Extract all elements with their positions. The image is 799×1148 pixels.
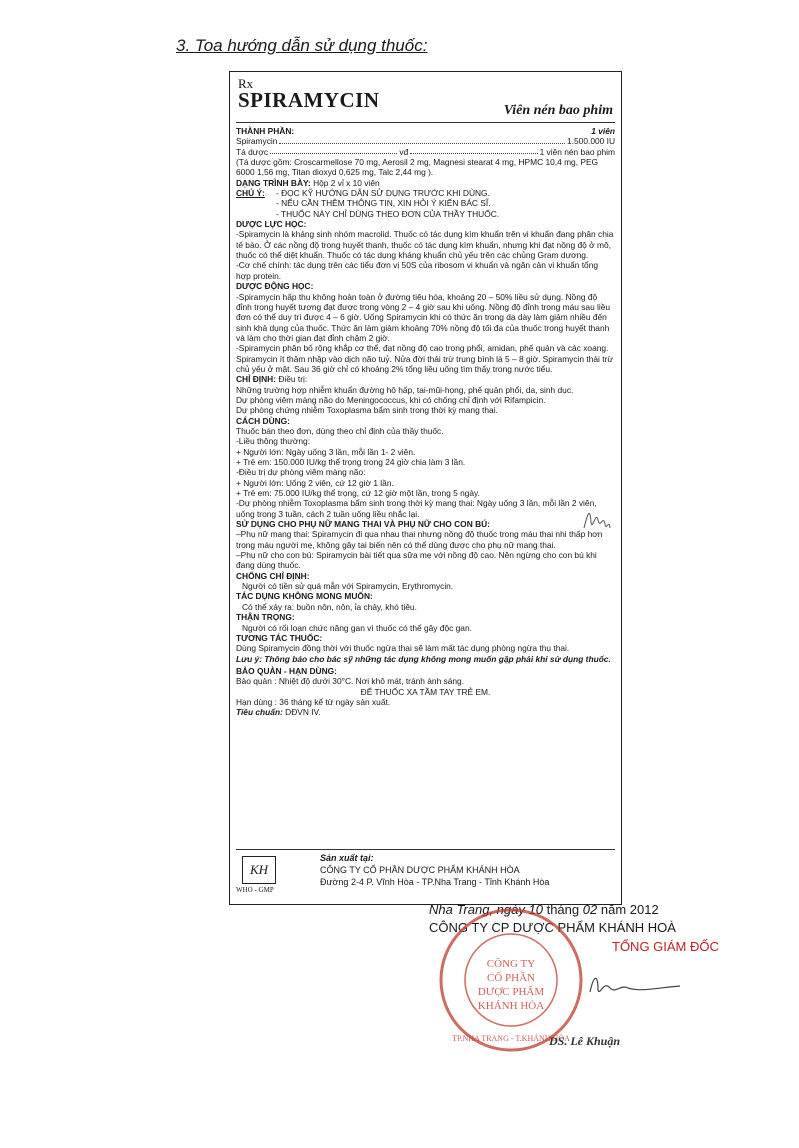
svg-text:CÔNG TY: CÔNG TY <box>486 958 536 970</box>
note-label: CHÚ Ý: <box>236 188 265 199</box>
storage-title: BẢO QUẢN - HẠN DÙNG: <box>236 665 337 676</box>
dosage-line: + Người lớn: Ngày uống 3 lần, mỗi lần 1- 2 viên. <box>236 446 416 457</box>
presentation-value: Hộp 2 vỉ x 10 viên <box>313 177 380 188</box>
dosage-line: -Liều thông thường: <box>236 436 310 447</box>
standard <box>236 707 615 717</box>
manufacturer-block <box>236 849 615 900</box>
svg-text:DƯỢC PHẨM: DƯỢC PHẨM <box>477 986 545 998</box>
excipient-vd: vđ <box>399 146 409 157</box>
date-year: năm 2012 <box>600 902 659 917</box>
pregnancy-title: SỬ DỤNG CHO PHỤ NỮ MANG THAI VÀ PHỤ NỮ CHO CON BÚ: <box>236 519 490 530</box>
interaction-text: Dùng Spiramycin đồng thời với thuốc ngừa thai sẽ làm mất tác dụng phòng ngừa thụ thai. <box>236 643 570 654</box>
note-item: - ĐỌC KỸ HƯỚNG DẪN SỬ DỤNG TRƯỚC KHI DÙNG. <box>276 188 490 199</box>
company-seal-stamp <box>436 905 586 1055</box>
kh-logo-icon: KH <box>242 856 276 884</box>
date-month: 02 <box>582 902 598 917</box>
indication-item: Dự phòng chứng nhiễm Toxoplasma bẩm sinh trong thời kỳ mang thai. <box>236 405 498 416</box>
pharmacodynamics-para: -Spiramycin là kháng sinh nhóm macrolid. Thuốc có tác dụng kìm khuẩn trên vi khuẩn đang phân chia tế bào. Ở các nồng độ trong huyết thanh, thuốc có tác dụng kìm khuẩn, nhưng khi đạt nồng độ ở mô, thuốc có thể diệt khuẩn. Thuốc có tác dụng kháng khuẩn chủ yếu trên các chủng Gram dương. <box>236 229 614 261</box>
manufacturer-text <box>320 852 549 888</box>
handwritten-initials <box>578 498 614 546</box>
dosage-form: Viên nén bao phim <box>503 103 613 118</box>
brand-name: SPIRAMYCIN <box>238 88 380 112</box>
contra-text: Người có tiền sử quá mẫn với Spiramycin, Erythromycin. <box>242 581 454 592</box>
shelf-life: Hạn dùng : 36 tháng kể từ ngày sản xuất. <box>236 696 391 707</box>
made-at: Sản xuất tại: <box>320 853 374 863</box>
place-label: Nha Trang, ngày <box>429 902 525 917</box>
note-item: - THUỐC NÀY CHỈ DÙNG THEO ĐƠN CỦA THẦY THUỐC. <box>276 208 500 219</box>
excipient-row <box>236 147 615 157</box>
date-day: 10 <box>528 902 543 917</box>
excipient-detail: (Tá dược gồm: Croscarmellose 70 mg, Aerosil 2 mg, Magnesi stearat 4 mg, HPMC 10,4 mg, PEG 6000 1,56 mg, Titan dioxyd 0,625 mg, Talc 2,44 mg ). <box>236 157 599 178</box>
storage-text: Bảo quản : Nhiệt độ dưới 30°C. Nơi khô mát, tránh ánh sáng. <box>236 676 465 687</box>
insert-body <box>236 126 615 718</box>
director-title: TỔNG GIÁM ĐỐC <box>612 939 719 954</box>
excipient-label: Tá dược <box>236 146 269 157</box>
pregnancy-para: –Phụ nữ mang thai: Spiramycin đi qua nhau thai nhưng nồng độ thuốc trong máu thai nhi thấp hơn trong máu người mẹ, không gây tai biến nên có thể dùng được cho phụ nữ mang thai. <box>236 529 603 550</box>
leader-dots <box>279 136 565 143</box>
standard-value: DĐVN IV. <box>285 707 321 718</box>
active-ingredient-row <box>236 136 615 146</box>
dosage-line: + Người lớn: Uống 2 viên, cứ 12 giờ 1 lần. <box>236 477 394 488</box>
manufacturer-company: CÔNG TY CỔ PHẦN DƯỢC PHẨM KHÁNH HÒA <box>320 865 520 875</box>
pharmacodynamics-title: DƯỢC LỰC HỌC: <box>236 219 307 230</box>
interaction-title: TƯƠNG TÁC THUỐC: <box>236 632 323 643</box>
composition-header <box>236 126 615 136</box>
contra-title: CHỐNG CHỈ ĐỊNH: <box>236 570 310 581</box>
svg-text:CỔ PHẦN: CỔ PHẦN <box>487 972 535 984</box>
rx-mark: Rx <box>238 76 254 91</box>
active-amount: 1.500.000 IU <box>567 136 615 147</box>
pharmacodynamics-para: -Cơ chế chính: tác dụng trên các tiểu đơn vị 50S của ribosom vi khuẩn và ngăn cản vi khuẩn tổng hợp protein. <box>236 260 599 281</box>
divider <box>236 122 615 123</box>
dosage-line: Thuốc bán theo đơn, dùng theo chỉ định của thầy thuốc. <box>236 425 444 436</box>
leader-dots <box>410 147 537 154</box>
dosage-title: CÁCH DÙNG: <box>236 415 290 426</box>
composition-title: THÀNH PHẦN: <box>236 126 295 136</box>
signer-name: DS. Lê Khuận <box>549 1034 621 1048</box>
pharmacokinetics-title: DƯỢC ĐỘNG HỌC: <box>236 281 314 292</box>
indication-title: CHỈ ĐỊNH: <box>236 374 277 385</box>
pharmacokinetics-para: -Spiramycin phân bố rộng khắp cơ thể, đạt nồng độ cao trong phổi, amidan, phế quản và các xoang. Spiramycin ít thâm nhập vào dịch não tuỷ. Nửa đời thải trừ trung bình là 5 – 8 giờ. Spiramycin thải trừ chủ yếu ở mật. Sau 36 giờ chỉ có khoảng 2% tổng liều uống tìm thấy trong nước tiểu. <box>236 343 613 374</box>
presentation-label: DẠNG TRÌNH BÀY: <box>236 177 311 188</box>
director-signature <box>586 970 682 1000</box>
excipient-amount: 1 viên nén bao phim <box>539 146 615 157</box>
dosage-line: -Điều trị dự phòng viêm màng não: <box>236 467 366 478</box>
note-list <box>276 188 499 219</box>
indication-item: Dự phòng viêm màng não do Meningococcus, khi có chống chỉ định với Rifampicin. <box>236 394 546 405</box>
standard-label: Tiêu chuẩn: <box>236 707 283 718</box>
note-block <box>236 188 615 219</box>
manufacturer-address: Đường 2-4 P. Vĩnh Hòa - TP.Nha Trang - Tỉnh Khánh Hòa <box>320 877 550 887</box>
active-name: Spiramycin <box>236 136 278 147</box>
pharmacokinetics-para: -Spiramycin hấp thu không hoàn toàn ở đường tiêu hóa, khoảng 20 – 50% liều sử dụng. Nồng độ đỉnh trong huyết tương đạt được trong vòng 2 – 4 giờ sau khi uống. Nồng độ đỉnh trong máu sau liều đơn có thể duy trì được 4 – 6 giờ. Uống Spiramycin khi có thức ăn trong dạ dày làm giảm nhiều đến sinh khả dụng của thuốc. Thức ăn làm giảm khoảng 70% nồng độ tối đa của thuốc trong huyết thanh và làm cho thời gian đạt đỉnh chậm 2 giờ. <box>236 291 611 343</box>
document-heading: 3. Toa hướng dẫn sử dụng thuốc: <box>176 36 428 55</box>
svg-text:KHÁNH HÒA: KHÁNH HÒA <box>477 1000 545 1012</box>
month-label: tháng <box>546 902 580 917</box>
note-item: - NẾU CẦN THÊM THÔNG TIN, XIN HỎI Ý KIẾN BÁC SĨ. <box>276 198 491 209</box>
storage-kids: ĐỂ THUỐC XA TẦM TAY TRẺ EM. <box>360 686 491 697</box>
pregnancy-para: –Phụ nữ cho con bú: Spiramycin bài tiết qua sữa mẹ với nồng độ cao. Nên ngừng cho con bú khi đang dùng thuốc. <box>236 550 597 571</box>
signoff-company: CÔNG TY CP DƯỢC PHẨM KHÁNH HOÀ <box>429 920 676 935</box>
dosage-line: + Trẻ em: 150.000 IU/kg thể trọng trong 24 giờ chia làm 3 lần. <box>236 457 466 467</box>
presentation <box>236 178 615 188</box>
composition-per: 1 viên <box>591 126 615 136</box>
svg-text:TP.NHA TRANG - T.KHÁNH HÒA: TP.NHA TRANG - T.KHÁNH HÒA <box>452 1034 570 1043</box>
indication-intro: Điều trị: <box>278 374 308 385</box>
package-insert <box>229 71 622 905</box>
dosage-line: + Trẻ em: 75.000 IU/kg thể trọng, cứ 12 giờ một lần, trong 5 ngày. <box>236 488 480 499</box>
leader-dots <box>270 147 397 154</box>
caution-text: Người có rối loạn chức năng gan vì thuốc có thể gây độc gan. <box>242 622 472 633</box>
adverse-title: TÁC DỤNG KHÔNG MONG MUỐN: <box>236 591 373 602</box>
caution-title: THẬN TRỌNG: <box>236 612 295 623</box>
adverse-text: Có thể xảy ra: buồn nôn, nôn, ỉa chảy, khó tiêu. <box>242 601 417 612</box>
indication-heading <box>236 374 615 384</box>
dosage-line: -Dự phòng nhiễm Toxoplasma bẩm sinh trong thời kỳ mang thai: Ngày uống 3 lần, mỗi lần 2 viên, uống trong 3 tuần, cách 2 tuần uống liều nhắc lại. <box>236 498 597 519</box>
gmp-label: WHO - GMP <box>236 886 274 894</box>
warning-text: Lưu ý: Thông báo cho bác sỹ những tác dụng không mong muốn gặp phải khi sử dụng thuốc. <box>236 653 611 664</box>
indication-item: Những trường hợp nhiễm khuẩn đường hô hấp, tai-mũi-họng, phế quản phổi, da, sinh dục. <box>236 384 574 395</box>
